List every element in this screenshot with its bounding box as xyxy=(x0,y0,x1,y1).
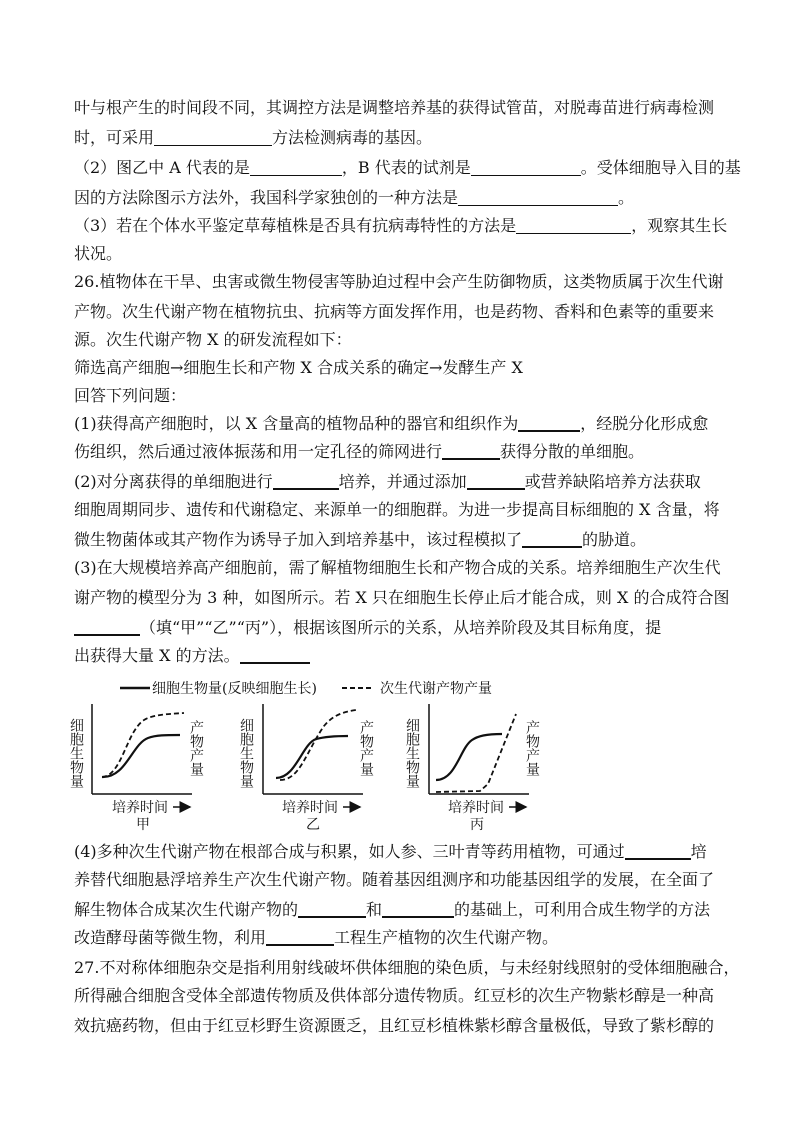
answer-blank[interactable] xyxy=(240,646,310,664)
panel-jia xyxy=(68,704,204,833)
answer-blank[interactable] xyxy=(516,217,631,234)
q26-part-3-line-2: 谢产物的模型分为 3 种，如图所示。若 X 只在细胞生长停止后才能合成，则 X 的合成符合图 xyxy=(74,588,730,607)
legend-dashed-label: 次生代谢产物产量 xyxy=(380,681,492,697)
q26-flow: 筛选高产细胞→细胞生长和产物 X 合成关系的确定→发酵生产 X xyxy=(74,358,523,377)
q26-part-1-line-1: (1)获得高产细胞时，以 X 含量高的植物品种的器官和组织作为 ，经脱分化形成愈 xyxy=(74,414,709,433)
q26-part-4-line-1: (4)多种次生代谢产物在根部合成与积累，如人参、三叶青等药用植物，可通过 培 xyxy=(74,842,707,861)
product-curve xyxy=(436,714,516,792)
panel-bing xyxy=(404,704,540,833)
growth-curve xyxy=(102,735,180,777)
answer-blank[interactable] xyxy=(625,842,691,860)
q25-line-4: 因的方法除图示方法外，我国科学家独创的一种方法是 。 xyxy=(74,188,635,207)
q27-stem-2: 所得融合细胞含受体全部遗传物质及供体部分遗传物质。红豆杉的次生产物紫杉醇是一种高 xyxy=(74,986,715,1005)
q25-line-1: 叶与根产生的时间段不同，其调控方法是调整培养基的获得试管苗，对脱毒苗进行病毒检测 xyxy=(74,98,715,117)
answer-blank[interactable] xyxy=(273,472,339,490)
q26-part-3-line-1: (3)在大规模培养高产细胞前，需了解植物细胞生长和产物合成的关系。培养细胞生产次生代 xyxy=(74,558,721,577)
panel-left-axis-label: 细胞生物量 xyxy=(238,718,254,788)
panel-right-axis-label: 产物产量 xyxy=(358,720,374,776)
answer-blank[interactable] xyxy=(266,928,334,946)
answer-blank[interactable] xyxy=(522,530,582,548)
answer-blank[interactable] xyxy=(298,900,366,918)
answer-blank[interactable] xyxy=(471,159,581,176)
panel-yi xyxy=(238,704,374,833)
panel-name: 甲 xyxy=(136,817,150,833)
answer-blank[interactable] xyxy=(250,159,342,176)
panel-x-axis-label: 培养时间 xyxy=(112,800,168,816)
panel-left-axis-label: 细胞生物量 xyxy=(404,718,420,788)
q26-stem-3: 源。次生代谢产物 X 的研发流程如下： xyxy=(74,330,352,349)
answer-blank[interactable] xyxy=(74,618,140,636)
q26-prompt: 回答下列问题： xyxy=(74,386,187,405)
q25-line-5: （3）若在个体水平鉴定草莓植株是否具有抗病毒特性的方法是 ，观察其生长 xyxy=(74,216,728,235)
q25-line-2: 时，可采用 方法检测病毒的基因。 xyxy=(74,128,433,147)
q26-part-4-line-3: 解生物体合成某次生代谢产物的 和 的基础上，可利用合成生物学的方法 xyxy=(74,900,711,919)
panel-right-axis-label: 产物产量 xyxy=(188,720,204,776)
q26-part-4-line-2: 养替代细胞悬浮培养生产次生代谢产物。随着基因组测序和功能基因组学的发展，在全面了 xyxy=(74,870,715,889)
q27-stem-1: 27.不对称体细胞杂交是指利用射线破坏供体细胞的染色质，与未经射线照射的受体细胞融合， xyxy=(74,958,740,977)
culture-model-figure xyxy=(60,674,580,834)
answer-blank[interactable] xyxy=(467,472,525,490)
panel-left-axis-label: 细胞生物量 xyxy=(68,718,84,788)
q26-part-2-line-2: 细胞周期同步、遗传和代谢稳定、来源单一的细胞群。为进一步提高目标细胞的 X 含量，将 xyxy=(74,500,720,519)
q26-part-1-line-2: 伤组织，然后通过液体振荡和用一定孔径的筛网进行 获得分散的单细胞。 xyxy=(74,442,645,461)
q25-line-3: （2）图乙中 A 代表的是 ，B 代表的试剂是 。受体细胞导入目的基 xyxy=(74,158,741,177)
panel-name: 丙 xyxy=(470,817,484,833)
answer-blank[interactable] xyxy=(518,414,580,432)
panel-x-axis-label: 培养时间 xyxy=(448,800,504,816)
q26-part-4-line-4: 改造酵母菌等微生物，利用 工程生产植物的次生代谢产物。 xyxy=(74,928,559,947)
q25-line-6: 状况。 xyxy=(74,244,123,263)
q26-part-2-line-3: 微生物菌体或其产物作为诱导子加入到培养基中，该过程模拟了 的胁道。 xyxy=(74,530,647,549)
q26-part-3-line-3: （填“甲”“乙”“丙”），根据该图所示的关系，从培养阶段及其目标角度，提 xyxy=(74,618,661,638)
answer-blank[interactable] xyxy=(154,129,272,146)
q26-part-2-line-1: (2)对分离获得的单细胞进行 培养，并通过添加 或营养缺陷培养方法获取 xyxy=(74,472,701,491)
panel-x-axis-label: 培养时间 xyxy=(282,800,338,816)
figure-legend xyxy=(120,680,492,697)
q26-part-3-line-4: 出获得大量 X 的方法。 xyxy=(74,646,310,666)
answer-blank[interactable] xyxy=(382,900,454,918)
product-curve xyxy=(102,713,184,777)
legend-solid-label: 细胞生物量(反映细胞生长) xyxy=(152,681,317,697)
answer-blank[interactable] xyxy=(442,442,500,460)
panel-name: 乙 xyxy=(306,817,320,833)
panel-right-axis-label: 产物产量 xyxy=(524,720,540,776)
growth-curve xyxy=(276,736,348,778)
q27-stem-3: 效抗癌药物，但由于红豆杉野生资源匮乏，且红豆杉植株紫杉醇含量极低，导致了紫杉醇的 xyxy=(74,1016,715,1035)
q26-stem-1: 26.植物体在干旱、虫害或微生物侵害等胁迫过程中会产生防御物质，这类物质属于次生代谢 xyxy=(74,272,724,291)
q26-stem-2: 产物。次生代谢产物在植物抗虫、抗病等方面发挥作用，也是药物、香料和色素等的重要来 xyxy=(74,302,715,321)
answer-blank[interactable] xyxy=(458,189,618,206)
